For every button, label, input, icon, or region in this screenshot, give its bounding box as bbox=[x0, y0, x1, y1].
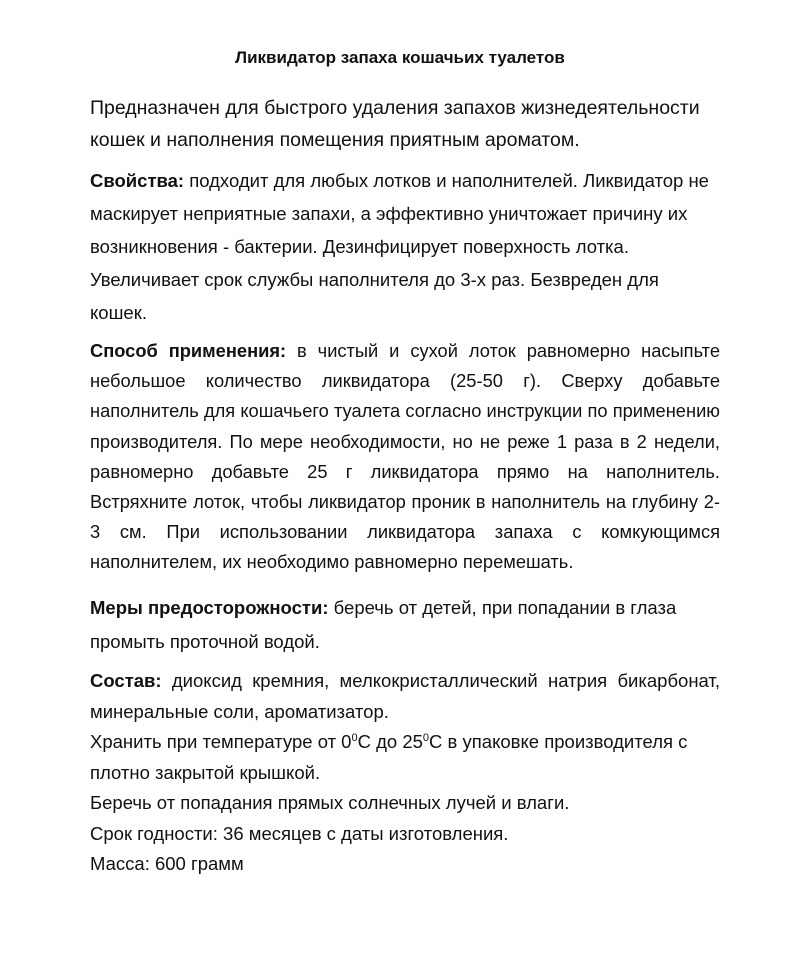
storage-text-2: С до 25 bbox=[357, 731, 423, 752]
usage-text: в чистый и сухой лоток равномерно насыпьте небольшое количество ликвидатора (25-50 г). Сверху добавьте наполнитель для кошачьего туалета согласно инструкции по применению производителя. По мере необходимости, но не реже 1 раза в 2 недели, равномерно добавьте 25 г ликвидатора прямо на наполнитель. Встряхните лоток, чтобы ликвидатор проник в наполнитель на глубину 2-3 см. При использовании ликвидатора запаха с комкующимся наполнителем, их необходимо равномерно перемешать. bbox=[90, 340, 720, 573]
storage-text-3: С в упаковке производителя с плотно закрытой крышкой. bbox=[90, 731, 688, 783]
precautions-label: Меры предосторожности: bbox=[90, 597, 329, 618]
storage-paragraph bbox=[90, 727, 720, 788]
properties-paragraph bbox=[90, 164, 720, 329]
composition-paragraph bbox=[90, 666, 720, 727]
properties-label: Свойства: bbox=[90, 170, 185, 191]
sunlight-line: Беречь от попадания прямых солнечных лучей и влаги. bbox=[90, 792, 570, 813]
storage-text-1: Хранить при температуре от 0 bbox=[90, 731, 352, 752]
usage-paragraph bbox=[90, 336, 720, 578]
composition-label: Состав: bbox=[90, 670, 162, 691]
shelf-life-line: Срок годности: 36 месяцев с даты изготовления. bbox=[90, 822, 509, 844]
final-section bbox=[90, 666, 720, 880]
storage-sup-2: 0 bbox=[422, 731, 430, 744]
document-title: Ликвидатор запаха кошачьих туалетов bbox=[235, 48, 565, 67]
mass-line: Масса: 600 грамм bbox=[90, 853, 244, 874]
composition-text: диоксид кремния, мелкокристаллический натрия бикарбонат, минеральные соли, ароматизатор. bbox=[90, 670, 720, 722]
precautions-paragraph bbox=[90, 591, 720, 659]
properties-text: подходит для любых лотков и наполнителей. Ликвидатор не маскирует неприятные запахи, а эффективно уничтожает причину их возникновения - бактерии. Дезинфицирует поверхность лотка. Увеличивает срок службы наполнителя до 3-х раз. Безвреден для кошек. bbox=[90, 170, 709, 323]
usage-label: Способ применения: bbox=[90, 340, 287, 361]
storage-sup-1: 0 bbox=[351, 731, 358, 744]
precautions-text: беречь от детей, при попадании в глаза промыть проточной водой. bbox=[90, 597, 677, 652]
intro-paragraph: Предназначен для быстрого удаления запахов жизнедеятельности кошек и наполнения помещения приятным ароматом. bbox=[90, 97, 700, 151]
